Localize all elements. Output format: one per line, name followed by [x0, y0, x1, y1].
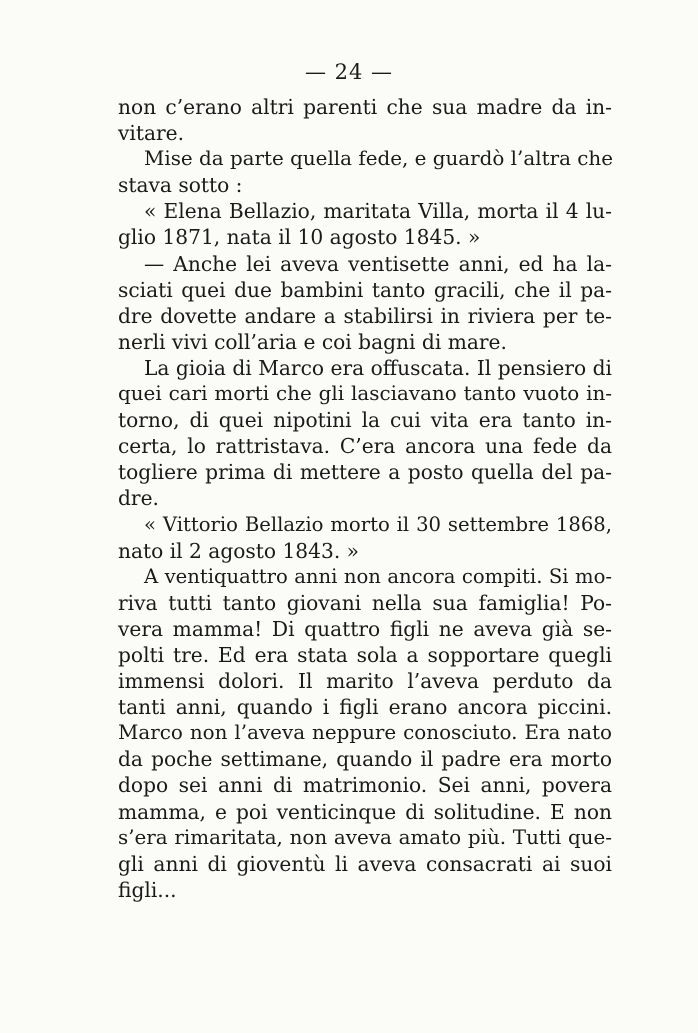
text-line: Marco non l’aveva neppure conosciuto. Era nato: [118, 721, 612, 745]
text-line: s’era rimaritata, non aveva amato più. Tutti que-: [118, 825, 612, 849]
text-line: nato il 2 agosto 1843. »: [118, 538, 360, 563]
text-line: mamma, e poi venticinque di solitudine. E non: [118, 799, 612, 824]
text-line: quei cari morti che gli lasciavano tanto vuoto in-: [118, 382, 612, 406]
text-line: dre dovette andare a stabilirsi in riviera per te-: [118, 303, 612, 328]
text-line: dopo sei anni di matrimonio. Sei anni, povera: [118, 773, 612, 798]
text-line: sciati quei due bambini tanto gracili, che il pa-: [118, 277, 612, 302]
text-line: riva tutti tanto giovani nella sua famiglia! Po-: [118, 590, 612, 615]
text-line: vitare.: [118, 121, 185, 146]
text-line: A ventiquattro anni non ancora compiti. Si mo-: [144, 564, 612, 588]
text-line: nerli vivi coll’aria e coi bagni di mare.: [118, 329, 507, 354]
text-line: da poche settimane, quando il padre era morto: [118, 747, 612, 772]
text-line: stava sotto :: [118, 173, 243, 198]
text-line: polti tre. Ed era stata sola a sopportare quegli: [118, 642, 612, 667]
text-line: dre.: [118, 486, 159, 511]
text-line: gli anni di gioventù li aveva consacrati ai suoi: [118, 851, 612, 876]
text-line: immensi dolori. Il marito l’aveva perduto da: [118, 669, 612, 694]
text-line: tanti anni, quando i figli erano ancora piccini.: [118, 695, 612, 720]
text-line: certa, lo rattristava. C’era ancora una fede da: [118, 434, 612, 459]
page-number: — 24 —: [304, 60, 394, 84]
text-line: « Vittorio Bellazio morto il 30 settembre 1868,: [144, 512, 612, 536]
body-text: [118, 94, 612, 903]
text-line: glio 1871, nata il 10 agosto 1845. »: [118, 225, 481, 250]
text-line: vera mamma! Di quattro figli ne aveva già se-: [118, 616, 612, 641]
text-line: — Anche lei aveva ventisette anni, ed ha la-: [144, 251, 612, 276]
text-line: torno, di quei nipotini la cui vita era tanto in-: [118, 408, 612, 433]
text-line: Mise da parte quella fede, e guardò l’altra che: [144, 147, 613, 171]
text-line: « Elena Bellazio, maritata Villa, morta il 4 lu-: [144, 199, 612, 224]
text-line: non c’erano altri parenti che sua madre da in-: [118, 95, 612, 119]
text-line: togliere prima di mettere a posto quella del pa-: [118, 460, 612, 485]
text-line: figli...: [118, 877, 177, 902]
text-line: La gioia di Marco era offuscata. Il pensiero di: [144, 355, 612, 380]
